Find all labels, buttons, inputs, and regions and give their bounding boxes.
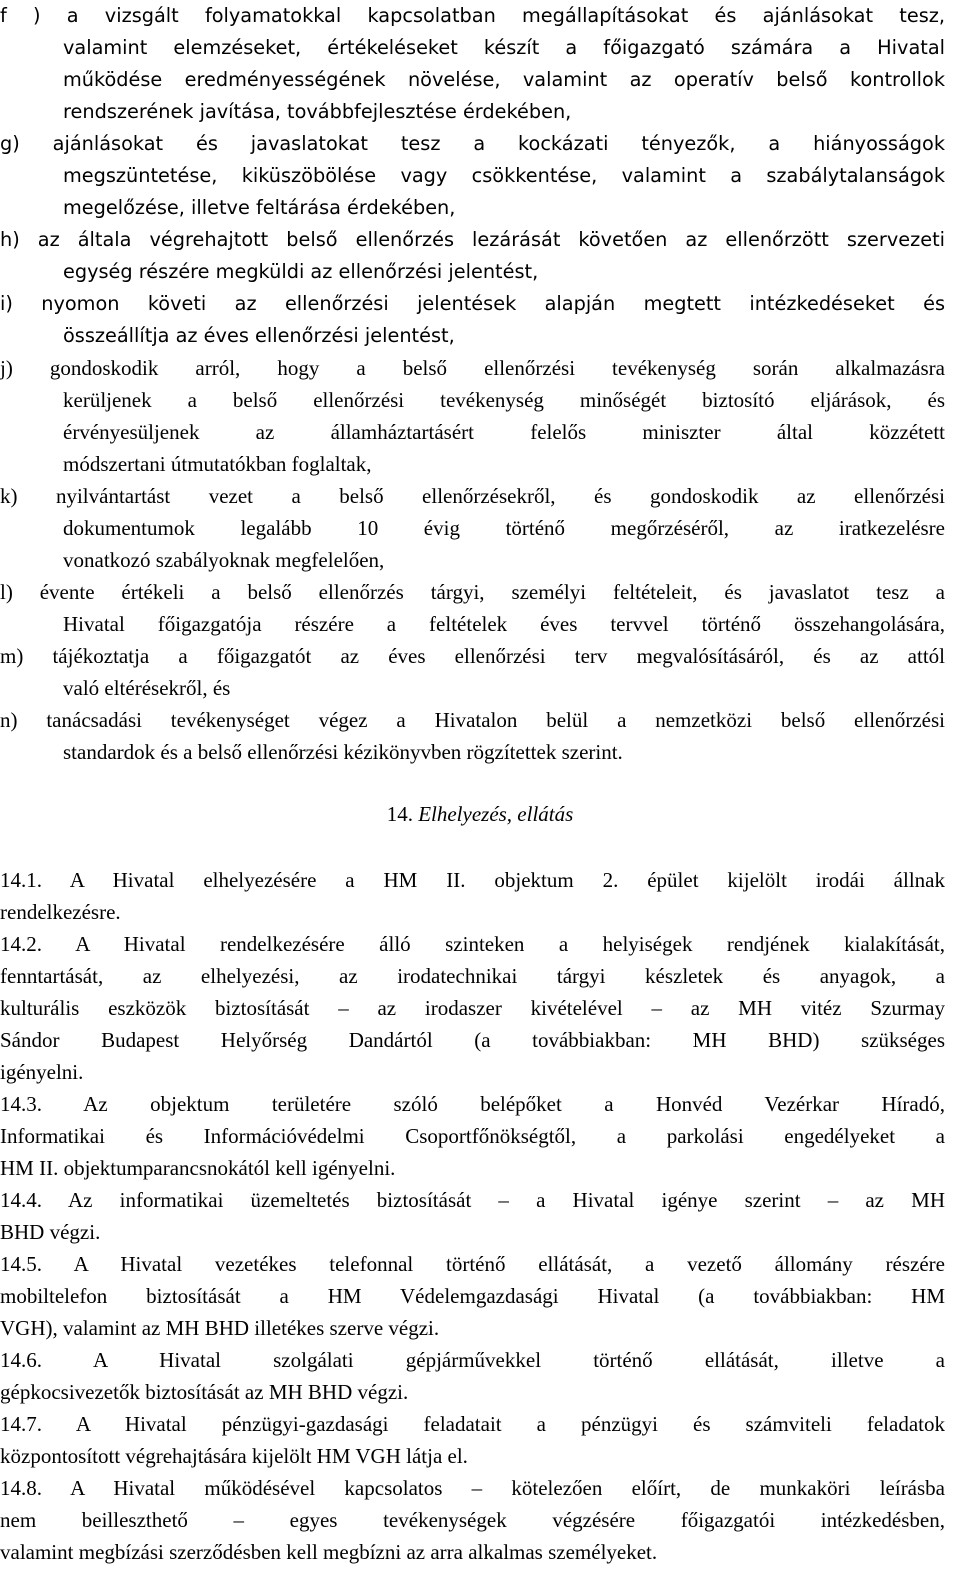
list-item-h-line-1: h) az általa végrehajtott belső ellenőrzés lezárását követően az ellenőrzött szervezeti	[0, 228, 945, 251]
paragraph-14-8-line-2: nem beilleszthető – egyes tevékenységek végzésére főigazgatói intézkedésben,	[0, 1508, 945, 1532]
paragraph-14-2-line-4: Sándor Budapest Helyőrség Dandártól (a továbbiakban: MH BHD) szükséges	[0, 1028, 945, 1052]
list-item-f-line-2: valamint elemzéseket, értékeléseket készít a főigazgató számára a Hivatal	[63, 36, 945, 59]
list-item-f-line-3: működése eredményességének növelése, valamint az operatív belső kontrollok	[63, 68, 945, 91]
paragraph-14-2-line-1: 14.2. A Hivatal rendelkezésére álló szinteken a helyiségek rendjének kialakítását,	[0, 932, 945, 956]
paragraph-14-7-line-2: központosított végrehajtására kijelölt HM VGH látja el.	[0, 1444, 468, 1468]
list-item-m-line-2: való eltérésekről, és	[63, 676, 231, 700]
list-item-g-line-1: g) ajánlásokat és javaslatokat tesz a kockázati tényezők, a hiányosságok	[0, 132, 945, 155]
paragraph-14-5-line-2: mobiltelefon biztosítását a HM Védelemgazdasági Hivatal (a továbbiakban: HM	[0, 1284, 945, 1308]
list-item-i-line-2: összeállítja az éves ellenőrzési jelentést,	[63, 324, 455, 347]
list-item-j-line-3: érvényesüljenek az államháztartásért felelős miniszter által közzétett	[63, 420, 945, 444]
paragraph-14-4-line-1: 14.4. Az informatikai üzemeltetés biztosítását – a Hivatal igénye szerint – az MH	[0, 1188, 945, 1212]
list-item-k-line-1: k) nyilvántartást vezet a belső ellenőrzésekről, és gondoskodik az ellenőrzési	[0, 484, 945, 508]
list-item-l-line-2: Hivatal főigazgatója részére a feltételek éves tervvel történő összehangolására,	[63, 612, 945, 636]
paragraph-14-2-line-3: kulturális eszközök biztosítását – az irodaszer kivételével – az MH vitéz Szurmay	[0, 996, 945, 1020]
paragraph-14-5-line-1: 14.5. A Hivatal vezetékes telefonnal történő ellátását, a vezető állomány részére	[0, 1252, 945, 1276]
list-item-n-line-1: n) tanácsadási tevékenységet végez a Hivatalon belül a nemzetközi belső ellenőrzési	[0, 708, 945, 732]
list-item-j-line-1: j) gondoskodik arról, hogy a belső ellenőrzési tevékenység során alkalmazásra	[0, 356, 945, 380]
list-item-k-line-3: vonatkozó szabályoknak megfelelően,	[63, 548, 385, 572]
list-item-j-line-2: kerüljenek a belső ellenőrzési tevékenység minőségét biztosító eljárások, és	[63, 388, 945, 412]
section-heading	[0, 796, 960, 832]
list-item-f-line-1: f ) a vizsgált folyamatokkal kapcsolatban megállapításokat és ajánlásokat tesz,	[0, 4, 945, 27]
paragraph-14-1-line-1: 14.1. A Hivatal elhelyezésére a HM II. objektum 2. épület kijelölt irodái állnak	[0, 868, 945, 892]
paragraph-14-7-line-1: 14.7. A Hivatal pénzügyi-gazdasági feladatait a pénzügyi és számviteli feladatok	[0, 1412, 945, 1436]
list-item-f-line-4: rendszerének javítása, továbbfejlesztése érdekében,	[63, 100, 572, 123]
section-heading-number: 14.	[386, 802, 413, 826]
paragraph-14-2-line-2: fenntartását, az elhelyezési, az irodatechnikai tárgyi készletek és anyagok, a	[0, 964, 945, 988]
list-item-n-line-2: standardok és a belső ellenőrzési kézikönyvben rögzítettek szerint.	[63, 740, 623, 764]
paragraph-14-3-line-2: Informatikai és Információvédelmi Csoportfőnökségtől, a parkolási engedélyeket a	[0, 1124, 945, 1148]
paragraph-14-3-line-3: HM II. objektumparancsnokától kell igényelni.	[0, 1156, 396, 1180]
section-heading-title: Elhelyezés, ellátás	[418, 802, 574, 826]
list-item-l-line-1: l) évente értékeli a belső ellenőrzés tárgyi, személyi feltételeit, és javaslatot tesz a	[0, 580, 945, 604]
paragraph-14-6-line-1: 14.6. A Hivatal szolgálati gépjárművekkel történő ellátását, illetve a	[0, 1348, 945, 1372]
list-item-g-line-3: megelőzése, illetve feltárása érdekében,	[63, 196, 456, 219]
paragraph-14-5-line-3: VGH), valamint az MH BHD illetékes szerve végzi.	[0, 1316, 440, 1340]
list-item-j-line-4: módszertani útmutatókban foglaltak,	[63, 452, 372, 476]
list-item-i-line-1: i) nyomon követi az ellenőrzési jelentések alapján megtett intézkedéseket és	[0, 292, 945, 315]
paragraph-14-8-line-3: valamint megbízási szerződésben kell megbízni az arra alkalmas személyeket.	[0, 1540, 658, 1564]
paragraph-14-2-line-5: igényelni.	[0, 1060, 84, 1084]
list-item-m-line-1: m) tájékoztatja a főigazgatót az éves ellenőrzési terv megvalósításáról, és az attól	[0, 644, 945, 668]
paragraph-14-4-line-2: BHD végzi.	[0, 1220, 101, 1244]
list-item-h-line-2: egység részére megküldi az ellenőrzési jelentést,	[63, 260, 539, 283]
paragraph-14-3-line-1: 14.3. Az objektum területére szóló belépőket a Honvéd Vezérkar Híradó,	[0, 1092, 945, 1116]
list-item-g-line-2: megszüntetése, kiküszöbölése vagy csökkentése, valamint a szabálytalanságok	[63, 164, 945, 187]
list-item-k-line-2: dokumentumok legalább 10 évig történő megőrzéséről, az iratkezelésre	[63, 516, 945, 540]
paragraph-14-6-line-2: gépkocsivezetők biztosítását az MH BHD végzi.	[0, 1380, 409, 1404]
paragraph-14-8-line-1: 14.8. A Hivatal működésével kapcsolatos – kötelezően előírt, de munkaköri leírásba	[0, 1476, 945, 1500]
paragraph-14-1-line-2: rendelkezésre.	[0, 900, 121, 924]
